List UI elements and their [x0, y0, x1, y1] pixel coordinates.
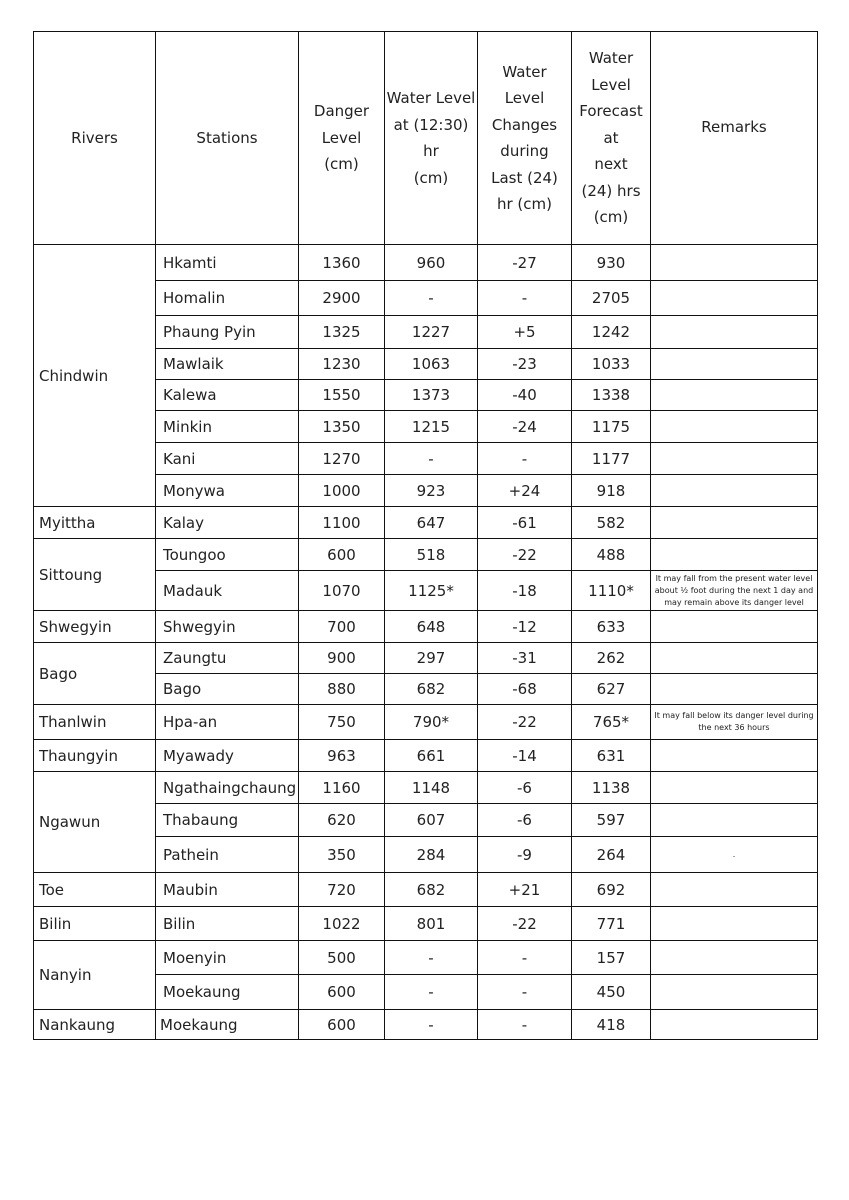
header-changes	[478, 32, 572, 245]
remarks-cell: .	[651, 837, 818, 873]
header-danger-level	[299, 32, 385, 245]
station-cell: Mawlaik	[156, 349, 299, 380]
header-line: next	[594, 155, 628, 174]
table-body	[34, 245, 818, 1040]
change-cell: -6	[478, 772, 572, 804]
river-name-cell: Chindwin	[34, 245, 156, 507]
change-cell: -9	[478, 837, 572, 873]
table-row	[34, 941, 818, 975]
change-cell: -24	[478, 411, 572, 443]
table-row	[34, 907, 818, 941]
river-name-cell: Thaungyin	[34, 740, 156, 772]
remarks-cell	[651, 907, 818, 941]
station-cell: Pathein	[156, 837, 299, 873]
change-cell: -61	[478, 507, 572, 539]
table-row	[34, 873, 818, 907]
forecast-cell: 157	[572, 941, 651, 975]
change-cell: -	[478, 975, 572, 1010]
forecast-cell: 1110*	[572, 571, 651, 611]
forecast-cell: 633	[572, 611, 651, 643]
change-cell: -14	[478, 740, 572, 772]
water-level-cell: 960	[385, 245, 478, 281]
danger-level-cell: 1070	[299, 571, 385, 611]
header-line: Water Level	[386, 89, 476, 107]
remarks-cell	[651, 804, 818, 837]
water-level-cell: 682	[385, 674, 478, 705]
danger-level-cell: 1550	[299, 380, 385, 411]
water-level-cell: 1215	[385, 411, 478, 443]
forecast-cell: 765*	[572, 705, 651, 740]
remarks-cell	[651, 611, 818, 643]
forecast-cell: 930	[572, 245, 651, 281]
water-level-cell: 1373	[385, 380, 478, 411]
danger-level-cell: 1160	[299, 772, 385, 804]
remarks-cell	[651, 380, 818, 411]
remarks-cell	[651, 740, 818, 772]
station-cell: Zaungtu	[156, 643, 299, 674]
header-line: hr (cm)	[496, 195, 552, 213]
table-row	[34, 611, 818, 643]
station-cell: Monywa	[156, 475, 299, 507]
table-row	[34, 507, 818, 539]
header-line: at (12:30) hr	[393, 115, 469, 160]
header-line: (cm)	[593, 208, 629, 227]
forecast-cell: 1175	[572, 411, 651, 443]
table-row	[34, 539, 818, 571]
water-level-cell: -	[385, 443, 478, 475]
header-line: during	[500, 142, 549, 160]
remarks-cell	[651, 245, 818, 281]
remarks-cell	[651, 1010, 818, 1040]
change-cell: -31	[478, 643, 572, 674]
water-level-cell: 647	[385, 507, 478, 539]
station-cell: Bago	[156, 674, 299, 705]
station-cell: Maubin	[156, 873, 299, 907]
danger-level-cell: 963	[299, 740, 385, 772]
header-line: Water	[502, 62, 547, 81]
remarks-cell	[651, 411, 818, 443]
forecast-cell: 450	[572, 975, 651, 1010]
danger-level-cell: 350	[299, 837, 385, 873]
forecast-cell: 1033	[572, 349, 651, 380]
change-cell: -	[478, 1010, 572, 1040]
forecast-cell: 918	[572, 475, 651, 507]
station-cell: Hpa-an	[156, 705, 299, 740]
change-cell: -68	[478, 674, 572, 705]
change-cell: +5	[478, 316, 572, 349]
danger-level-cell: 720	[299, 873, 385, 907]
change-cell: -18	[478, 571, 572, 611]
danger-level-cell: 620	[299, 804, 385, 837]
danger-level-cell: 900	[299, 643, 385, 674]
danger-level-cell: 1325	[299, 316, 385, 349]
change-cell: -	[478, 941, 572, 975]
change-cell: -22	[478, 705, 572, 740]
table-row	[34, 740, 818, 772]
water-level-cell: 682	[385, 873, 478, 907]
remarks-cell	[651, 674, 818, 705]
station-cell: Ngathaingchaung	[156, 772, 299, 804]
station-cell: Minkin	[156, 411, 299, 443]
river-name-cell: Shwegyin	[34, 611, 156, 643]
forecast-cell: 264	[572, 837, 651, 873]
remarks-cell	[651, 975, 818, 1010]
forecast-cell: 1242	[572, 316, 651, 349]
change-cell: -	[478, 443, 572, 475]
header-stations: Stations	[156, 32, 299, 245]
water-level-cell: 607	[385, 804, 478, 837]
header-row	[34, 32, 818, 245]
forecast-cell: 2705	[572, 281, 651, 316]
danger-level-cell: 700	[299, 611, 385, 643]
remarks-cell	[651, 539, 818, 571]
table-row	[34, 643, 818, 674]
remarks-cell: It may fall below its danger level during the next 36 hours	[651, 705, 818, 740]
station-cell: Homalin	[156, 281, 299, 316]
header-line: Changes	[491, 115, 558, 134]
change-cell: -23	[478, 349, 572, 380]
water-level-cell: -	[385, 1010, 478, 1040]
change-cell: -6	[478, 804, 572, 837]
water-level-cell: -	[385, 281, 478, 316]
header-line: Forecast	[579, 102, 643, 121]
change-cell: -	[478, 281, 572, 316]
remarks-cell	[651, 643, 818, 674]
water-level-cell: 1063	[385, 349, 478, 380]
station-cell: Toungoo	[156, 539, 299, 571]
station-cell: Moekaung	[156, 1010, 299, 1040]
river-name-cell: Toe	[34, 873, 156, 907]
forecast-cell: 262	[572, 643, 651, 674]
water-level-cell: 790*	[385, 705, 478, 740]
header-line: Level	[504, 89, 545, 107]
station-cell: Kalay	[156, 507, 299, 539]
forecast-cell: 488	[572, 539, 651, 571]
river-name-cell: Ngawun	[34, 772, 156, 873]
danger-level-cell: 1022	[299, 907, 385, 941]
water-level-table	[33, 31, 818, 1040]
change-cell: -27	[478, 245, 572, 281]
header-line: at	[603, 128, 619, 147]
danger-level-cell: 600	[299, 975, 385, 1010]
header-line: Danger	[313, 102, 370, 121]
station-cell: Madauk	[156, 571, 299, 611]
danger-level-cell: 880	[299, 674, 385, 705]
remarks-cell	[651, 443, 818, 475]
forecast-cell: 631	[572, 740, 651, 772]
forecast-cell: 771	[572, 907, 651, 941]
forecast-cell: 582	[572, 507, 651, 539]
remarks-cell	[651, 941, 818, 975]
header-line: (cm)	[413, 168, 449, 187]
water-level-cell: -	[385, 975, 478, 1010]
river-name-cell: Bilin	[34, 907, 156, 941]
station-cell: Kani	[156, 443, 299, 475]
danger-level-cell: 500	[299, 941, 385, 975]
change-cell: -22	[478, 907, 572, 941]
danger-level-cell: 1270	[299, 443, 385, 475]
remarks-cell	[651, 772, 818, 804]
station-cell: Phaung Pyin	[156, 316, 299, 349]
danger-level-cell: 1000	[299, 475, 385, 507]
station-cell: Bilin	[156, 907, 299, 941]
remarks-cell: It may fall from the present water level about ½ foot during the next 1 day and may remain above its danger level	[651, 571, 818, 611]
change-cell: -12	[478, 611, 572, 643]
river-name-cell: Bago	[34, 643, 156, 705]
forecast-cell: 627	[572, 674, 651, 705]
danger-level-cell: 600	[299, 539, 385, 571]
danger-level-cell: 1100	[299, 507, 385, 539]
water-level-cell: -	[385, 941, 478, 975]
danger-level-cell: 600	[299, 1010, 385, 1040]
station-cell: Shwegyin	[156, 611, 299, 643]
water-level-cell: 801	[385, 907, 478, 941]
forecast-cell: 1177	[572, 443, 651, 475]
table-row	[34, 245, 818, 281]
water-level-cell: 1148	[385, 772, 478, 804]
station-cell: Thabaung	[156, 804, 299, 837]
remarks-cell	[651, 475, 818, 507]
station-cell: Myawady	[156, 740, 299, 772]
water-level-cell: 284	[385, 837, 478, 873]
change-cell: +24	[478, 475, 572, 507]
station-cell: Kalewa	[156, 380, 299, 411]
water-level-cell: 648	[385, 611, 478, 643]
header-line: Water	[588, 49, 634, 68]
danger-level-cell: 1230	[299, 349, 385, 380]
table-row	[34, 772, 818, 804]
remarks-cell	[651, 873, 818, 907]
danger-level-cell: 1360	[299, 245, 385, 281]
header-water-level	[385, 32, 478, 245]
water-level-cell: 1125*	[385, 571, 478, 611]
forecast-cell: 418	[572, 1010, 651, 1040]
forecast-cell: 597	[572, 804, 651, 837]
header-line: (cm)	[324, 155, 359, 174]
remarks-cell	[651, 281, 818, 316]
water-level-cell: 518	[385, 539, 478, 571]
water-level-cell: 923	[385, 475, 478, 507]
danger-level-cell: 1350	[299, 411, 385, 443]
header-remarks: Remarks	[651, 32, 818, 245]
water-level-cell: 297	[385, 643, 478, 674]
header-line: Level	[321, 128, 362, 147]
remarks-cell	[651, 316, 818, 349]
change-cell: -22	[478, 539, 572, 571]
station-cell: Hkamti	[156, 245, 299, 281]
danger-level-cell: 2900	[299, 281, 385, 316]
header-line: (24) hrs	[581, 181, 641, 200]
header-rivers: Rivers	[34, 32, 156, 245]
river-name-cell: Nankaung	[34, 1010, 156, 1040]
header-forecast	[572, 32, 651, 245]
table-row	[34, 705, 818, 740]
table-row	[34, 1010, 818, 1040]
remarks-cell	[651, 507, 818, 539]
forecast-cell: 1338	[572, 380, 651, 411]
danger-level-cell: 750	[299, 705, 385, 740]
change-cell: +21	[478, 873, 572, 907]
header-line: Level	[591, 75, 631, 94]
water-level-cell: 1227	[385, 316, 478, 349]
river-name-cell: Myittha	[34, 507, 156, 539]
station-cell: Moenyin	[156, 941, 299, 975]
station-cell: Moekaung	[156, 975, 299, 1010]
change-cell: -40	[478, 380, 572, 411]
header-line: Last (24)	[491, 168, 558, 187]
forecast-cell: 1138	[572, 772, 651, 804]
river-name-cell: Thanlwin	[34, 705, 156, 740]
forecast-cell: 692	[572, 873, 651, 907]
remarks-cell	[651, 349, 818, 380]
river-name-cell: Nanyin	[34, 941, 156, 1010]
water-level-cell: 661	[385, 740, 478, 772]
river-name-cell: Sittoung	[34, 539, 156, 611]
